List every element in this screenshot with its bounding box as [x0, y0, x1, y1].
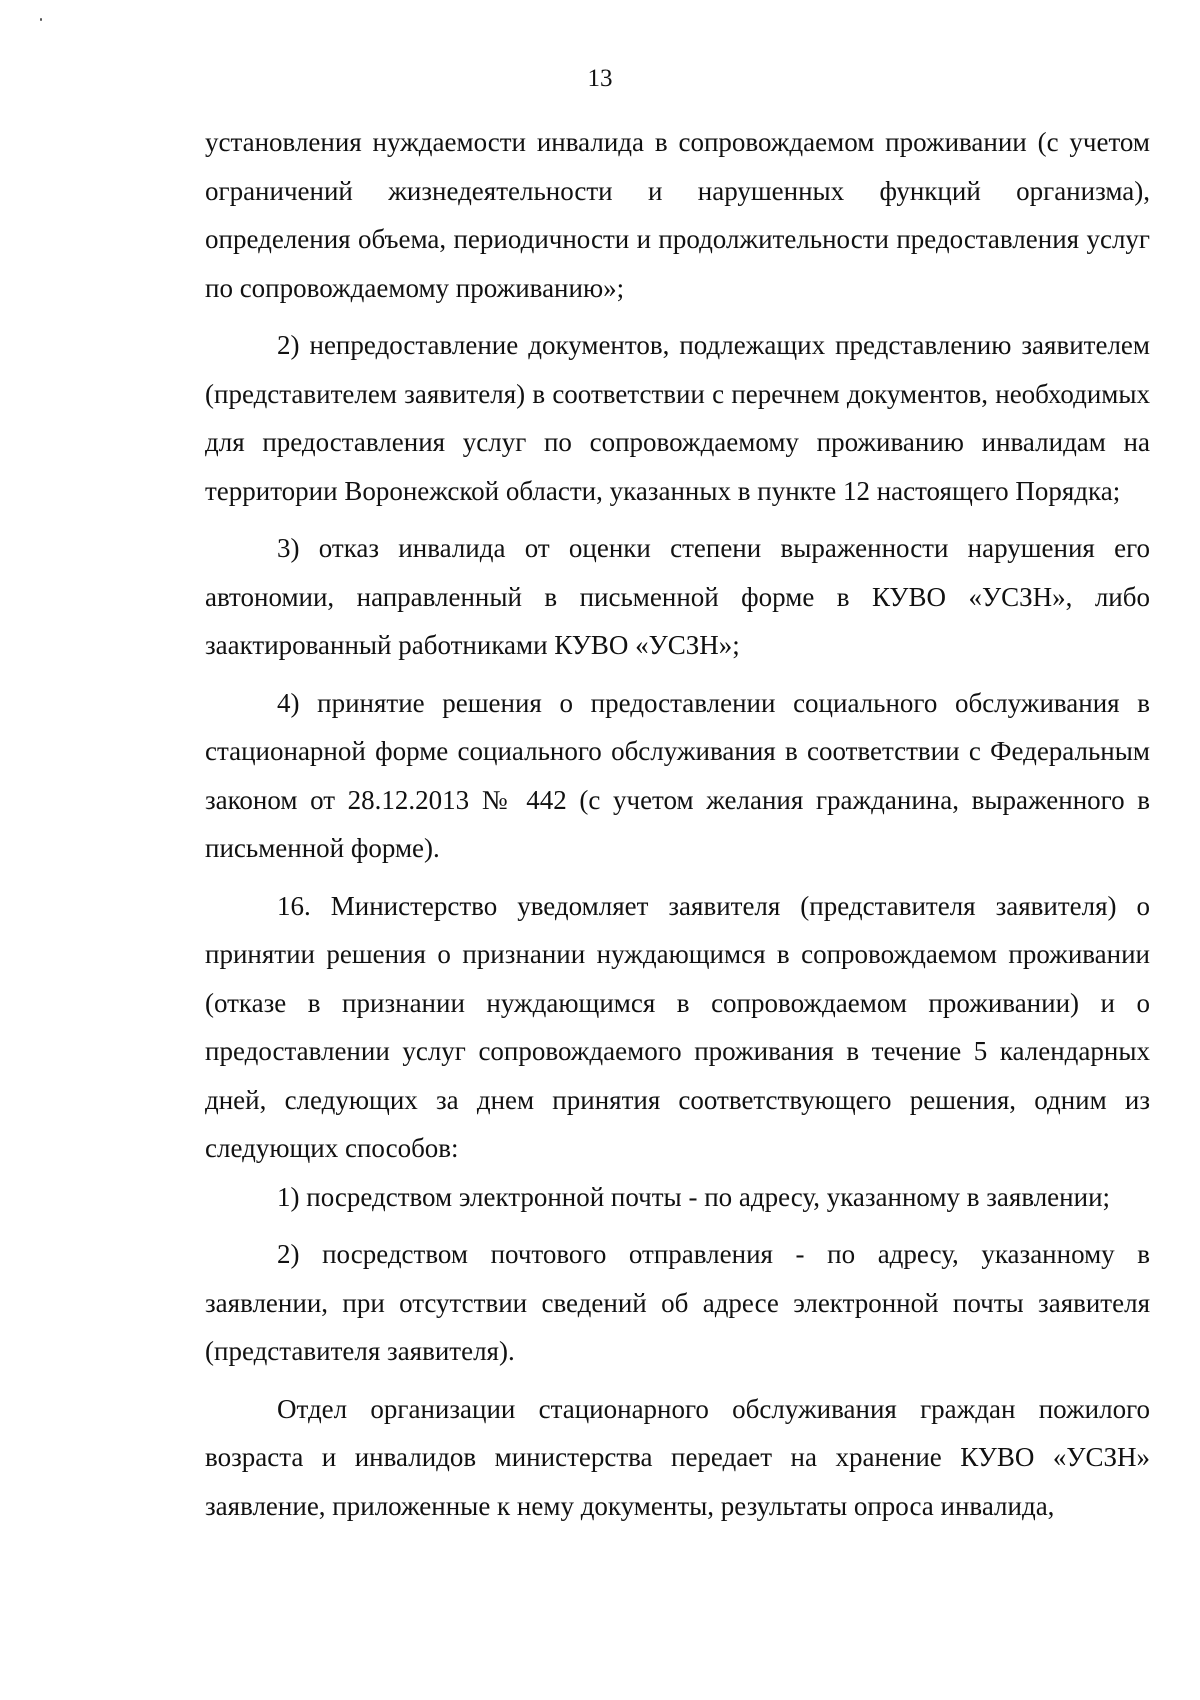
paragraph-method-2: 2) посредством почтового отправления - по адресу, указанному в заявлении, при отсутствии сведений об адресе электронной почты заявителя (представителя заявителя). [205, 1239, 1150, 1366]
paragraph-method-1: 1) посредством электронной почты - по адресу, указанному в заявлении; [277, 1181, 1111, 1212]
paragraph-storage: Отдел организации стационарного обслуживания граждан пожилого возраста и инвалидов министерства передает на хранение КУВО «УСЗН» заявление, приложенные к нему документы, результаты опроса инвалида, [205, 1393, 1150, 1521]
document-body [205, 118, 1150, 1530]
paragraph-continuation: установления нуждаемости инвалида в сопровождаемом проживании (с учетом ограничений жизнедеятельности и нарушенных функций организма), определения объема, периодичности и продолжительности предоставления услуг по сопровождаемому проживанию»; [205, 127, 1150, 303]
page-number: 13 [587, 65, 613, 92]
paragraph-item-4: 4) принятие решения о предоставлении социального обслуживания в стационарной форме социального обслуживания в соответствии с Федеральным законом от 28.12.2013 № 442 (с учетом желания гражданина, выраженного в письменной форме). [205, 687, 1150, 863]
paragraph-section-16: 16. Министерство уведомляет заявителя (представителя заявителя) о принятии решения о признании нуждающимся в сопровождаемом проживании (отказе в признании нуждающимся в сопровождаемом проживании) и о предоставлении услуг сопровождаемого проживания в течение 5 календарных дней, следующих за днем принятия соответствующего решения, одним из следующих способов: [205, 890, 1150, 1163]
paragraph-item-2: 2) непредоставление документов, подлежащих представлению заявителем (представителем заявителя) в соответствии с перечнем документов, необходимых для предоставления услуг по сопровождаемому проживанию инвалидам на территории Воронежской области, указанных в пункте 12 настоящего Порядка; [205, 330, 1150, 506]
paragraph-item-3: 3) отказ инвалида от оценки степени выраженности нарушения его автономии, направленный в письменной форме в КУВО «УСЗН», либо заактированный работниками КУВО «УСЗН»; [205, 533, 1150, 660]
scan-speck [40, 18, 42, 21]
